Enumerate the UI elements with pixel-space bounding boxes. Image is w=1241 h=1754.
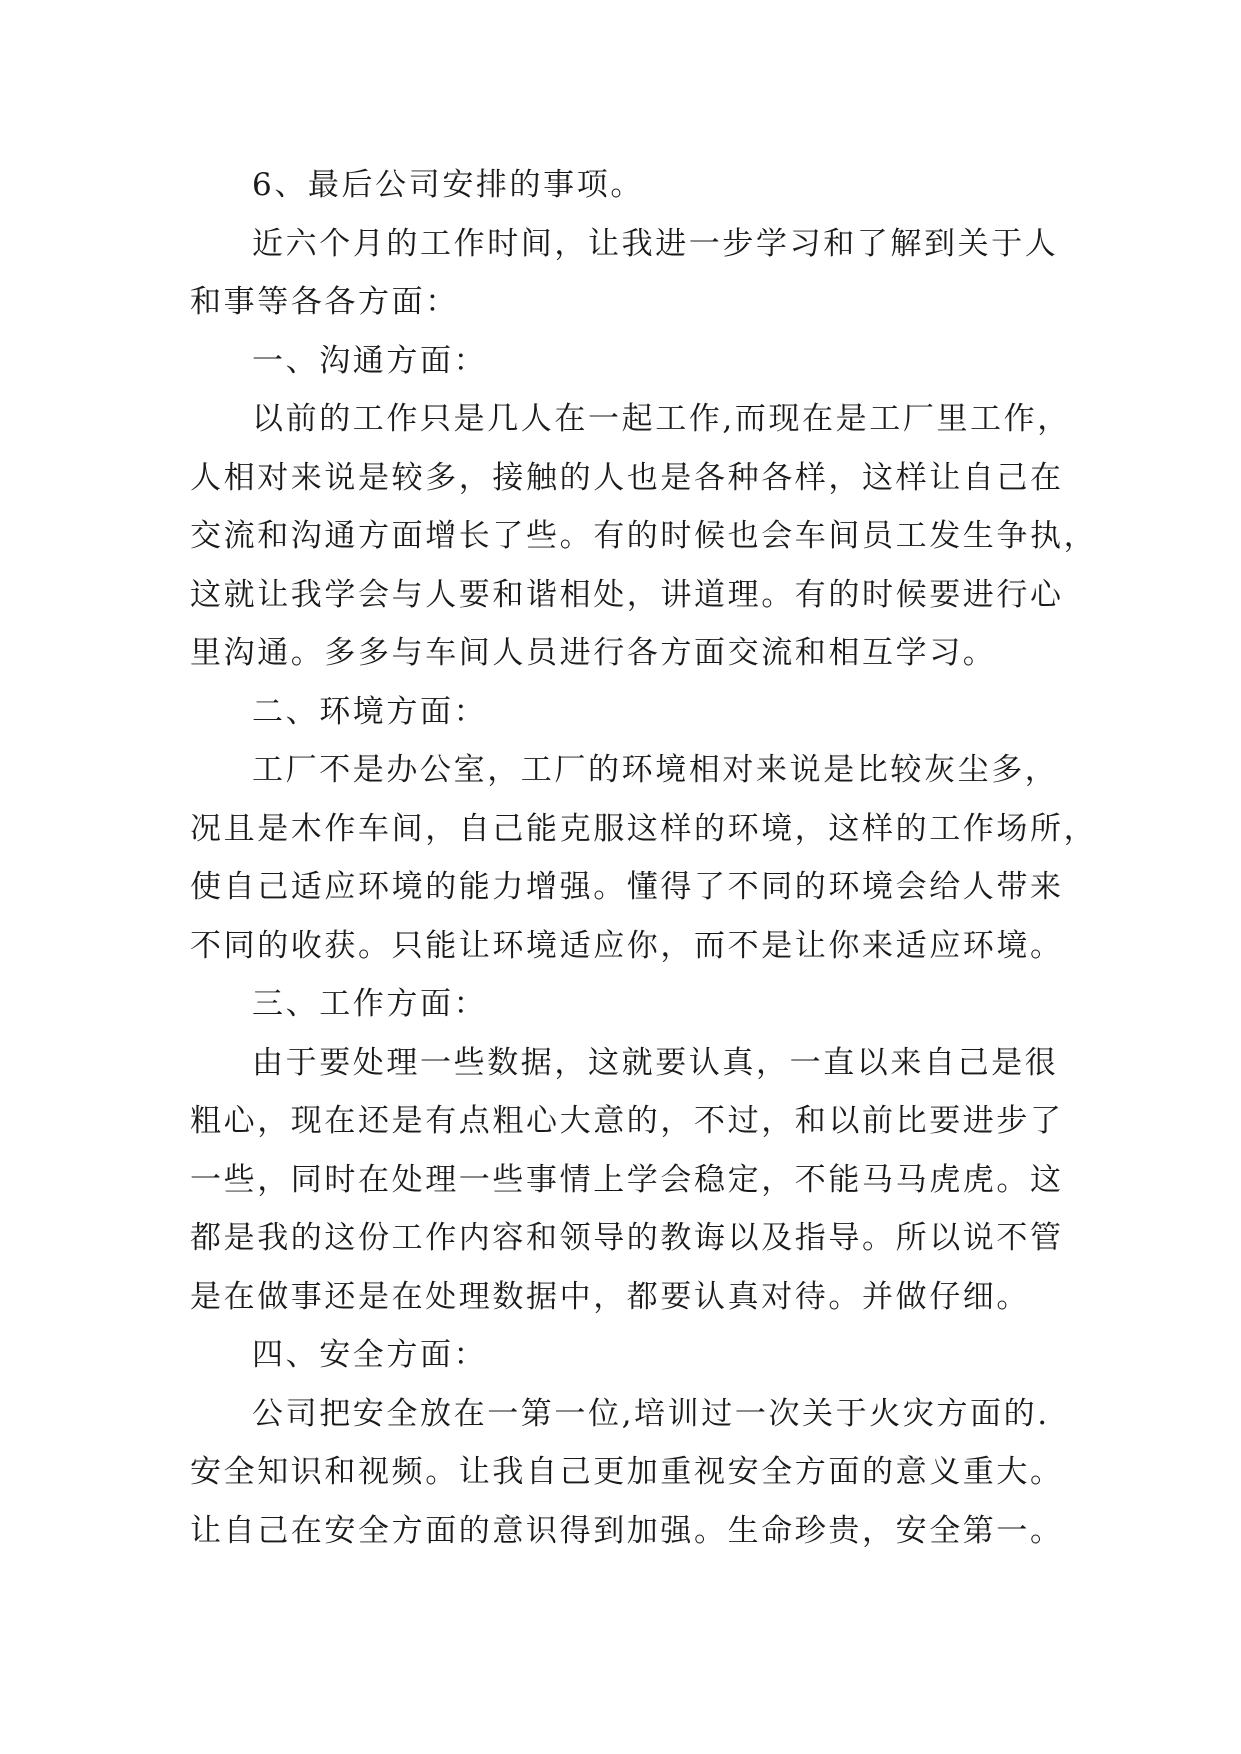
text-line: 公司把安全放在一第一位,培训过一次关于火灾方面的. xyxy=(252,1395,1050,1432)
text-line: 和事等各各方面： xyxy=(190,284,459,320)
text-line: 况且是木作车间，自己能克服这样的环境，这样的工作场所， xyxy=(190,810,1098,847)
text-line: 近六个月的工作时间，让我进一步学习和了解到关于人 xyxy=(252,225,1059,262)
text-line: 不同的收获。只能让环境适应你，而不是让你来适应环境。 xyxy=(190,927,1064,964)
text-line: 人相对来说是较多，接触的人也是各种各样，这样让自己在 xyxy=(190,459,1064,496)
section-heading: 一、沟通方面： xyxy=(252,342,488,379)
text-line: 粗心，现在还是有点粗心大意的，不过，和以前比要进步了 xyxy=(190,1103,1064,1139)
text-line: 都是我的这份工作内容和领导的教诲以及指导。所以说不管 xyxy=(190,1220,1064,1256)
text-line: 这就让我学会与人要和谐相处，讲道理。有的时候要进行心 xyxy=(190,576,1064,613)
text-line: 交流和沟通方面增长了些。有的时候也会车间员工发生争执， xyxy=(190,518,1098,554)
section-heading: 二、环境方面： xyxy=(252,693,488,730)
text-line: 工厂不是办公室，工厂的环境相对来说是比较灰尘多， xyxy=(252,752,1059,788)
text-line: 由于要处理一些数据，这就要认真，一直以来自己是很 xyxy=(252,1044,1059,1081)
text-line: 一些，同时在处理一些事情上学会稳定，不能马马虎虎。这 xyxy=(190,1161,1064,1198)
section-heading: 四、安全方面： xyxy=(252,1337,488,1373)
text-line: 使自己适应环境的能力增强。懂得了不同的环境会给人带来 xyxy=(190,869,1064,905)
text-line: 以前的工作只是几人在一起工作,而现在是工厂里工作， xyxy=(252,401,1071,437)
text-line: 是在做事还是在处理数据中，都要认真对待。并做仔细。 xyxy=(190,1278,1030,1315)
text-line: 安全知识和视频。让我自己更加重视安全方面的意义重大。 xyxy=(190,1454,1064,1490)
section-heading: 三、工作方面： xyxy=(252,986,488,1022)
text-line: 让自己在安全方面的意识得到加强。生命珍贵，安全第一。 xyxy=(190,1512,1064,1549)
document-body xyxy=(190,156,1098,1560)
text-line: 6、最后公司安排的事项。 xyxy=(252,167,644,203)
text-line: 里沟通。多多与车间人员进行各方面交流和相互学习。 xyxy=(190,635,997,671)
